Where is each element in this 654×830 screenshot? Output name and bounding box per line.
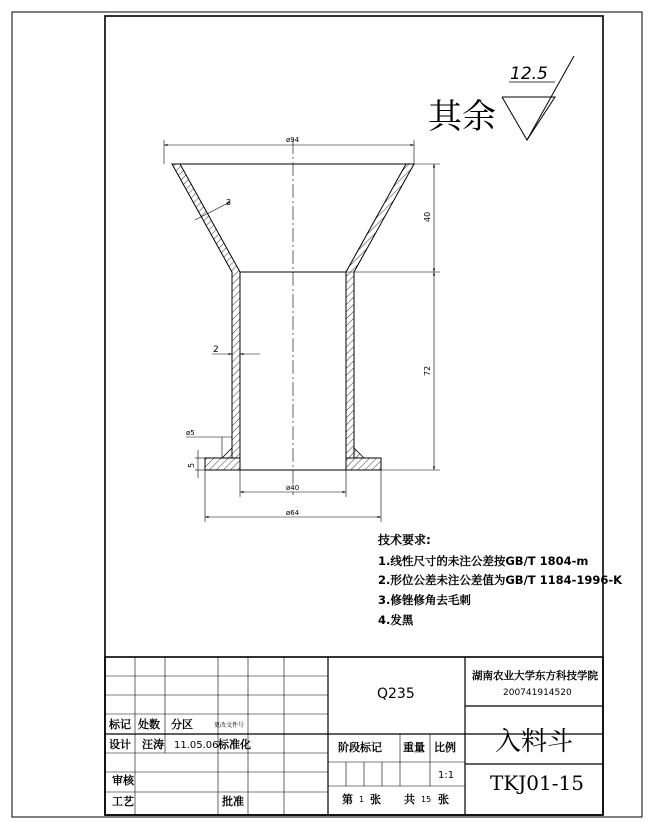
student-id: 200741914520 <box>503 688 572 698</box>
roughness-value: 12.5 <box>510 64 548 84</box>
label-review: 审核 <box>112 774 134 787</box>
left-wall-section <box>172 164 240 458</box>
tech-title: 技术要求: <box>378 533 431 547</box>
label-design: 设计 <box>109 738 131 751</box>
tech-item: 4.发黑 <box>378 613 414 627</box>
label-zone: 分区 <box>171 718 193 731</box>
label-mark: 标记 <box>109 718 131 731</box>
dim-flange-height: 5 <box>187 462 196 468</box>
technical-requirements <box>377 532 623 627</box>
design-date: 11.05.06 <box>174 740 219 751</box>
sheet-total: 15 <box>421 795 432 804</box>
dim-inner-diameter: ø40 <box>286 484 300 492</box>
label-process: 工艺 <box>112 795 134 808</box>
sheet-prefix: 第 <box>342 793 353 806</box>
right-flange-section <box>346 458 381 470</box>
roughness-symbol <box>428 56 574 140</box>
dim-tube-height: 72 <box>423 365 432 376</box>
label-ratio: 比例 <box>434 741 456 754</box>
tech-item: 2.形位公差未注公差值为GB/T 1184-1996-K <box>378 573 623 587</box>
dim-cone-height: 40 <box>423 211 432 222</box>
dim-flange-diameter: ø64 <box>286 509 300 517</box>
right-wall-section <box>346 164 414 458</box>
left-flange-section <box>205 458 240 470</box>
school-name: 湖南农业大学东方科技学院 <box>472 670 598 682</box>
sheet-total-prefix: 共 <box>404 793 415 806</box>
sheet-unit: 张 <box>370 793 381 806</box>
designer-name: 汪涛 <box>142 738 164 751</box>
dim-wall-tube: 2 <box>213 345 219 355</box>
tech-item: 1.线性尺寸的未注公差按GB/T 1804-m <box>378 554 589 568</box>
dim-wall-cone: 3 <box>226 198 232 207</box>
drawing-number: TKJ01-15 <box>490 771 584 795</box>
part-name: 入料斗 <box>495 727 574 757</box>
title-block-text <box>108 669 598 808</box>
material: Q235 <box>377 686 415 702</box>
label-approve: 批准 <box>222 795 244 808</box>
dim-flange-width: ø5 <box>186 429 195 437</box>
label-count: 处数 <box>138 718 160 731</box>
sheet-total-unit: 张 <box>438 793 449 806</box>
tech-item: 3.修锉修角去毛刺 <box>378 593 471 607</box>
dim-top-diameter: ø94 <box>286 136 300 144</box>
label-weight: 重量 <box>403 741 425 754</box>
label-stage-mark: 阶段标记 <box>338 741 382 754</box>
sheet-current: 1 <box>359 795 365 804</box>
hopper-section <box>172 140 414 495</box>
label-change-doc: 更改文件号 <box>214 722 245 729</box>
scale: 1:1 <box>438 770 455 781</box>
roughness-note: 其余 <box>428 97 496 137</box>
label-standardize: 标准化 <box>218 738 251 751</box>
